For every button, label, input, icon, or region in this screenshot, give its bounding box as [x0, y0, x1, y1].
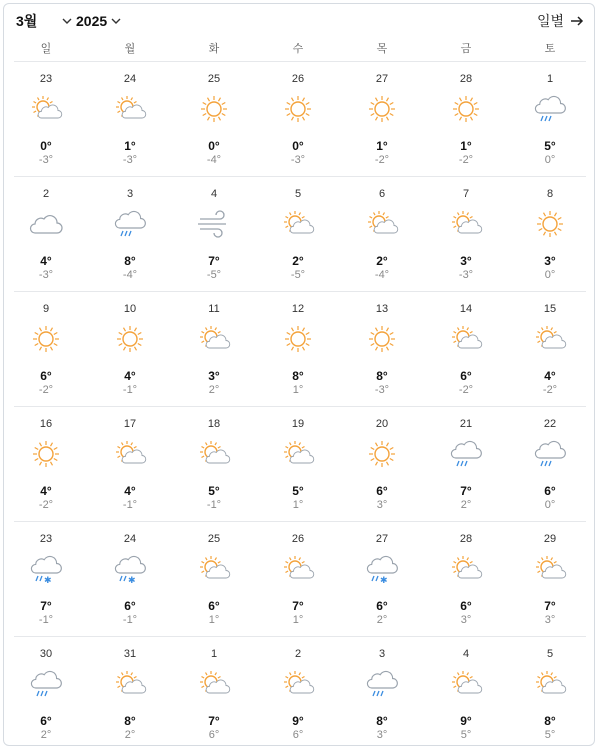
- sun-cloud-icon: [112, 669, 148, 699]
- day-cell[interactable]: [88, 62, 172, 174]
- day-cell[interactable]: [508, 62, 592, 174]
- day-number: 17: [123, 418, 137, 430]
- day-number: 20: [375, 418, 389, 430]
- snow-rain-icon: [364, 554, 400, 584]
- high-temp: 2°: [376, 254, 388, 268]
- weekday-label: 화: [208, 43, 220, 55]
- high-temp: 4°: [544, 369, 556, 383]
- low-temp: -3°: [458, 269, 474, 281]
- sun-icon: [532, 209, 568, 239]
- day-cell[interactable]: [4, 637, 88, 749]
- day-number: 23: [39, 73, 53, 85]
- day-number: 5: [294, 188, 302, 200]
- low-temp: -1°: [38, 614, 54, 626]
- weekday-label: 토: [544, 43, 556, 55]
- day-cell[interactable]: [340, 637, 424, 749]
- day-number: 23: [39, 533, 53, 545]
- rain-icon: [364, 669, 400, 699]
- snow-rain-icon: [28, 554, 64, 584]
- rain-icon: [532, 94, 568, 124]
- low-temp: 1°: [208, 614, 220, 626]
- day-number: 8: [546, 188, 554, 200]
- daily-view-link[interactable]: [537, 11, 584, 31]
- day-number: 15: [543, 303, 557, 315]
- high-temp: 7°: [208, 714, 220, 728]
- high-temp: 6°: [460, 369, 472, 383]
- low-temp: -2°: [374, 154, 390, 166]
- low-temp: -4°: [122, 269, 138, 281]
- sun-cloud-icon: [280, 439, 316, 469]
- high-temp: 4°: [124, 484, 136, 498]
- low-temp: -2°: [542, 384, 558, 396]
- day-cell[interactable]: [4, 62, 88, 174]
- high-temp: 8°: [376, 369, 388, 383]
- day-cell[interactable]: [508, 522, 592, 634]
- low-temp: -4°: [206, 154, 222, 166]
- high-temp: 6°: [544, 484, 556, 498]
- day-number: 21: [459, 418, 473, 430]
- high-temp: 3°: [460, 254, 472, 268]
- day-cell[interactable]: [4, 522, 88, 634]
- day-number: 11: [208, 303, 220, 315]
- year-selector[interactable]: [62, 12, 121, 30]
- low-temp: -2°: [458, 384, 474, 396]
- high-temp: 9°: [460, 714, 472, 728]
- day-cell[interactable]: [88, 292, 172, 404]
- sun-cloud-icon: [196, 669, 232, 699]
- day-number: 24: [123, 533, 137, 545]
- day-cell[interactable]: [256, 407, 340, 519]
- day-cell[interactable]: [256, 637, 340, 749]
- high-temp: 7°: [208, 254, 220, 268]
- high-temp: 9°: [292, 714, 304, 728]
- day-number: 30: [39, 648, 53, 660]
- day-number: 14: [459, 303, 473, 315]
- day-number: 9: [42, 303, 50, 315]
- day-number: 1: [210, 648, 218, 660]
- day-number: 16: [39, 418, 53, 430]
- high-temp: 6°: [40, 369, 52, 383]
- day-cell[interactable]: [424, 637, 508, 749]
- high-temp: 6°: [376, 599, 388, 613]
- low-temp: 2°: [208, 384, 220, 396]
- sun-cloud-icon: [28, 94, 64, 124]
- high-temp: 7°: [40, 599, 52, 613]
- sun-icon: [28, 439, 64, 469]
- low-temp: 2°: [40, 729, 52, 741]
- low-temp: 3°: [460, 614, 472, 626]
- day-number: 6: [378, 188, 386, 200]
- chevron-down-icon: [111, 16, 121, 26]
- high-temp: 8°: [544, 714, 556, 728]
- day-number: 28: [459, 533, 473, 545]
- sun-icon: [280, 94, 316, 124]
- weekday-header-row: [4, 40, 596, 58]
- svg-text:✱: ✱: [380, 576, 388, 584]
- sun-cloud-icon: [532, 554, 568, 584]
- sun-cloud-icon: [196, 324, 232, 354]
- low-temp: 6°: [208, 729, 220, 741]
- day-cell[interactable]: [256, 522, 340, 634]
- low-temp: 6°: [292, 729, 304, 741]
- day-cell[interactable]: [340, 292, 424, 404]
- day-number: 2: [294, 648, 302, 660]
- sun-cloud-icon: [532, 324, 568, 354]
- day-number: 25: [207, 533, 221, 545]
- low-temp: 2°: [460, 499, 472, 511]
- high-temp: 4°: [40, 254, 52, 268]
- day-number: 27: [375, 533, 389, 545]
- week-row: [4, 177, 596, 292]
- day-cell[interactable]: [172, 177, 256, 289]
- low-temp: -1°: [122, 384, 138, 396]
- day-cell[interactable]: [424, 177, 508, 289]
- high-temp: 4°: [124, 369, 136, 383]
- day-cell[interactable]: [88, 522, 172, 634]
- high-temp: 8°: [124, 714, 136, 728]
- snow-rain-icon: [112, 554, 148, 584]
- low-temp: -3°: [38, 269, 54, 281]
- sun-icon: [448, 94, 484, 124]
- day-cell[interactable]: [4, 407, 88, 519]
- calendar-header: [4, 4, 596, 38]
- high-temp: 0°: [40, 139, 52, 153]
- high-temp: 5°: [292, 484, 304, 498]
- high-temp: 1°: [460, 139, 472, 153]
- day-number: 19: [291, 418, 305, 430]
- month-selector[interactable]: [16, 12, 37, 30]
- low-temp: -5°: [206, 269, 222, 281]
- high-temp: 5°: [208, 484, 220, 498]
- high-temp: 1°: [124, 139, 136, 153]
- high-temp: 8°: [292, 369, 304, 383]
- high-temp: 6°: [376, 484, 388, 498]
- day-number: 3: [126, 188, 134, 200]
- week-row: [4, 407, 596, 522]
- day-number: 31: [123, 648, 137, 660]
- day-cell[interactable]: [256, 177, 340, 289]
- sun-icon: [364, 94, 400, 124]
- high-temp: 0°: [208, 139, 220, 153]
- wind-icon: [196, 209, 232, 239]
- sun-icon: [280, 324, 316, 354]
- sun-icon: [28, 324, 64, 354]
- month-label: 3월: [16, 13, 38, 29]
- low-temp: -2°: [38, 384, 54, 396]
- high-temp: 6°: [124, 599, 136, 613]
- day-number: 12: [291, 303, 305, 315]
- high-temp: 8°: [376, 714, 388, 728]
- low-temp: -3°: [122, 154, 138, 166]
- low-temp: -1°: [122, 499, 138, 511]
- day-number: 4: [462, 648, 470, 660]
- day-cell[interactable]: [508, 177, 592, 289]
- high-temp: 3°: [544, 254, 556, 268]
- day-cell[interactable]: [508, 407, 592, 519]
- day-number: 13: [375, 303, 389, 315]
- low-temp: -3°: [38, 154, 54, 166]
- weekday-label: 금: [460, 43, 472, 55]
- low-temp: 5°: [460, 729, 472, 741]
- day-cell[interactable]: [88, 407, 172, 519]
- sun-cloud-icon: [280, 209, 316, 239]
- day-cell[interactable]: [88, 637, 172, 749]
- week-row: [4, 62, 596, 177]
- high-temp: 7°: [460, 484, 472, 498]
- weekday-label: 목: [376, 43, 388, 55]
- chevron-down-icon: [62, 16, 72, 26]
- day-cell[interactable]: [424, 407, 508, 519]
- low-temp: 1°: [292, 499, 304, 511]
- daily-view-label: 일별: [536, 13, 564, 29]
- day-cell[interactable]: [340, 62, 424, 174]
- low-temp: 1°: [292, 384, 304, 396]
- day-cell[interactable]: [340, 177, 424, 289]
- rain-icon: [28, 669, 64, 699]
- high-temp: 5°: [544, 139, 556, 153]
- low-temp: 0°: [544, 499, 556, 511]
- low-temp: -1°: [122, 614, 138, 626]
- sun-cloud-icon: [112, 94, 148, 124]
- calendar-panel: [3, 3, 595, 746]
- day-cell[interactable]: [340, 407, 424, 519]
- year-label: 2025: [76, 13, 108, 29]
- day-cell[interactable]: [4, 177, 88, 289]
- sun-cloud-icon: [280, 554, 316, 584]
- high-temp: 7°: [292, 599, 304, 613]
- sun-cloud-icon: [196, 554, 232, 584]
- day-number: 4: [210, 188, 218, 200]
- low-temp: -3°: [290, 154, 306, 166]
- day-cell[interactable]: [424, 292, 508, 404]
- day-cell[interactable]: [340, 522, 424, 634]
- rain-icon: [448, 439, 484, 469]
- svg-text:✱: ✱: [128, 576, 136, 584]
- low-temp: -4°: [374, 269, 390, 281]
- week-row: [4, 292, 596, 407]
- low-temp: 2°: [124, 729, 136, 741]
- low-temp: 0°: [544, 154, 556, 166]
- day-cell[interactable]: [172, 62, 256, 174]
- sun-cloud-icon: [448, 669, 484, 699]
- high-temp: 4°: [40, 484, 52, 498]
- low-temp: 3°: [376, 499, 388, 511]
- day-number: 2: [42, 188, 50, 200]
- week-row: [4, 522, 596, 637]
- high-temp: 2°: [292, 254, 304, 268]
- day-cell[interactable]: [256, 292, 340, 404]
- day-cell[interactable]: [172, 407, 256, 519]
- sun-cloud-icon: [196, 439, 232, 469]
- low-temp: 2°: [376, 614, 388, 626]
- sun-cloud-icon: [532, 669, 568, 699]
- day-cell[interactable]: [508, 637, 592, 749]
- day-cell[interactable]: [256, 62, 340, 174]
- day-number: 24: [123, 73, 137, 85]
- day-cell[interactable]: [88, 177, 172, 289]
- low-temp: 3°: [376, 729, 388, 741]
- sun-cloud-icon: [112, 439, 148, 469]
- day-cell[interactable]: [424, 62, 508, 174]
- high-temp: 8°: [124, 254, 136, 268]
- day-number: 22: [543, 418, 557, 430]
- arrow-right-icon: [570, 15, 584, 27]
- day-cell[interactable]: [424, 522, 508, 634]
- rain-icon: [112, 209, 148, 239]
- day-number: 27: [375, 73, 389, 85]
- day-cell[interactable]: [172, 522, 256, 634]
- sun-cloud-icon: [448, 324, 484, 354]
- weekday-label: 수: [292, 43, 304, 55]
- day-cell[interactable]: [172, 292, 256, 404]
- day-cell[interactable]: [4, 292, 88, 404]
- low-temp: 3°: [544, 614, 556, 626]
- low-temp: 0°: [544, 269, 556, 281]
- weekday-label: 일: [40, 43, 52, 55]
- day-cell[interactable]: [172, 637, 256, 749]
- high-temp: 7°: [544, 599, 556, 613]
- high-temp: 6°: [208, 599, 220, 613]
- high-temp: 1°: [376, 139, 388, 153]
- day-cell[interactable]: [508, 292, 592, 404]
- day-number: 26: [291, 533, 305, 545]
- sun-icon: [364, 324, 400, 354]
- sun-cloud-icon: [448, 554, 484, 584]
- day-number: 7: [462, 188, 470, 200]
- day-number: 18: [207, 418, 221, 430]
- low-temp: 1°: [292, 614, 304, 626]
- low-temp: -3°: [374, 384, 390, 396]
- day-number: 29: [543, 533, 557, 545]
- high-temp: 6°: [40, 714, 52, 728]
- week-row: [4, 637, 596, 752]
- low-temp: -2°: [38, 499, 54, 511]
- day-number: 28: [459, 73, 473, 85]
- day-number: 25: [207, 73, 221, 85]
- sun-cloud-icon: [280, 669, 316, 699]
- svg-text:✱: ✱: [44, 576, 52, 584]
- sun-cloud-icon: [364, 209, 400, 239]
- low-temp: -2°: [458, 154, 474, 166]
- day-number: 5: [546, 648, 554, 660]
- day-number: 26: [291, 73, 305, 85]
- high-temp: 6°: [460, 599, 472, 613]
- weekday-label: 월: [124, 43, 136, 55]
- high-temp: 0°: [292, 139, 304, 153]
- day-number: 1: [546, 73, 554, 85]
- sun-icon: [196, 94, 232, 124]
- high-temp: 3°: [208, 369, 220, 383]
- day-number: 3: [378, 648, 386, 660]
- low-temp: 5°: [544, 729, 556, 741]
- sun-cloud-icon: [448, 209, 484, 239]
- sun-icon: [112, 324, 148, 354]
- cloud-icon: [28, 209, 64, 239]
- low-temp: -1°: [206, 499, 222, 511]
- sun-icon: [364, 439, 400, 469]
- rain-icon: [532, 439, 568, 469]
- low-temp: -5°: [290, 269, 306, 281]
- day-number: 10: [123, 303, 137, 315]
